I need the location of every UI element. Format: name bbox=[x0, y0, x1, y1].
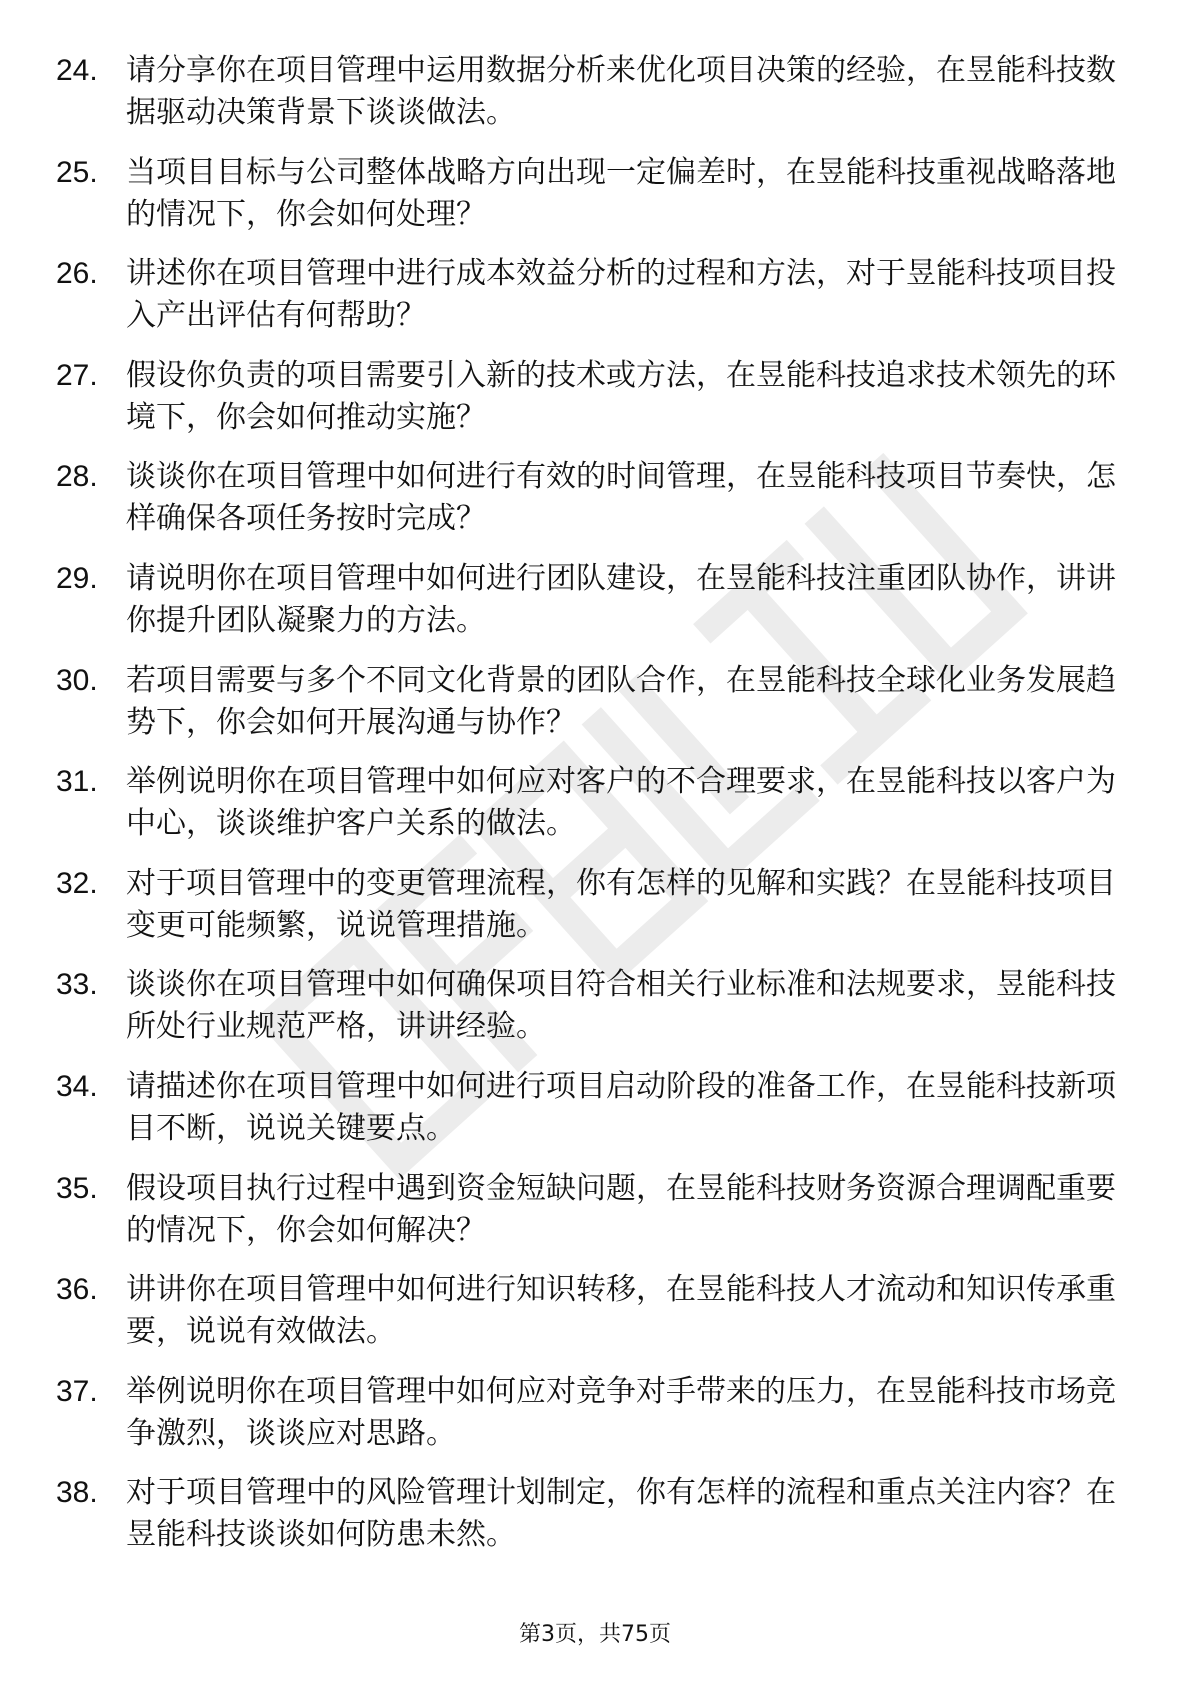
question-item bbox=[56, 1168, 1116, 1252]
question-item bbox=[56, 50, 1116, 134]
question-text: 谈谈你在项目管理中如何进行有效的时间管理，在昱能科技项目节奏快，怎样确保各项任务按时完成？ bbox=[126, 459, 1116, 537]
question-number: 33. bbox=[56, 968, 98, 1002]
question-text: 举例说明你在项目管理中如何应对竞争对手带来的压力，在昱能科技市场竞争激烈，谈谈应对思路。 bbox=[126, 1373, 1116, 1451]
question-text: 对于项目管理中的变更管理流程，你有怎样的见解和实践？在昱能科技项目变更可能频繁，说说管理措施。 bbox=[126, 865, 1116, 943]
question-text: 请分享你在项目管理中运用数据分析来优化项目决策的经验，在昱能科技数据驱动决策背景下谈谈做法。 bbox=[126, 53, 1116, 130]
question-item bbox=[56, 863, 1116, 947]
page-footer bbox=[0, 1620, 1190, 1650]
question-number: 30. bbox=[56, 663, 98, 697]
question-item bbox=[56, 1472, 1116, 1556]
question-number: 29. bbox=[56, 561, 98, 595]
question-item bbox=[56, 253, 1116, 337]
question-item bbox=[56, 558, 1116, 642]
question-text: 假设项目执行过程中遇到资金短缺问题，在昱能科技财务资源合理调配重要的情况下，你会如何解决？ bbox=[126, 1170, 1116, 1248]
question-item bbox=[56, 660, 1116, 744]
question-text: 请说明你在项目管理中如何进行团队建设，在昱能科技注重团队协作，讲讲你提升团队凝聚力的方法。 bbox=[126, 560, 1116, 638]
question-item bbox=[56, 355, 1116, 439]
question-number: 31. bbox=[56, 765, 98, 799]
question-number: 25. bbox=[56, 155, 98, 189]
question-number: 27. bbox=[56, 358, 98, 392]
question-text: 对于项目管理中的风险管理计划制定，你有怎样的流程和重点关注内容？在昱能科技谈谈如何防患未然。 bbox=[126, 1475, 1116, 1553]
question-text: 请描述你在项目管理中如何进行项目启动阶段的准备工作，在昱能科技新项目不断，说说关键要点。 bbox=[126, 1068, 1116, 1146]
question-item bbox=[56, 761, 1116, 845]
question-number: 34. bbox=[56, 1069, 98, 1103]
question-number: 24. bbox=[56, 54, 98, 87]
question-number: 35. bbox=[56, 1171, 98, 1205]
question-number: 32. bbox=[56, 866, 98, 900]
question-text: 当项目目标与公司整体战略方向出现一定偏差时，在昱能科技重视战略落地的情况下，你会如何处理？ bbox=[126, 154, 1116, 232]
question-number: 28. bbox=[56, 460, 98, 494]
question-number: 38. bbox=[56, 1476, 98, 1510]
question-number: 26. bbox=[56, 257, 98, 291]
question-number: 37. bbox=[56, 1374, 98, 1408]
page-number-label: 第3页，共75页 bbox=[519, 1622, 671, 1647]
question-text: 假设你负责的项目需要引入新的技术或方法，在昱能科技追求技术领先的环境下，你会如何推动实施？ bbox=[126, 357, 1116, 435]
question-item bbox=[56, 456, 1116, 540]
question-item bbox=[56, 964, 1116, 1048]
question-text: 若项目需要与多个不同文化背景的团队合作，在昱能科技全球化业务发展趋势下，你会如何开展沟通与协作？ bbox=[126, 662, 1116, 740]
question-item bbox=[56, 152, 1116, 236]
question-text: 讲讲你在项目管理中如何进行知识转移，在昱能科技人才流动和知识传承重要，说说有效做法。 bbox=[126, 1272, 1116, 1350]
question-number: 36. bbox=[56, 1273, 98, 1307]
question-text: 讲述你在项目管理中进行成本效益分析的过程和方法，对于昱能科技项目投入产出评估有何帮助？ bbox=[126, 256, 1116, 334]
question-text: 谈谈你在项目管理中如何确保项目符合相关行业标准和法规要求，昱能科技所处行业规范严格，讲讲经验。 bbox=[126, 967, 1116, 1045]
question-text: 举例说明你在项目管理中如何应对客户的不合理要求，在昱能科技以客户为中心，谈谈维护客户关系的做法。 bbox=[126, 764, 1116, 842]
question-item bbox=[56, 1371, 1116, 1455]
question-item bbox=[56, 1066, 1116, 1150]
question-item bbox=[56, 1269, 1116, 1353]
question-list bbox=[56, 50, 1116, 1574]
